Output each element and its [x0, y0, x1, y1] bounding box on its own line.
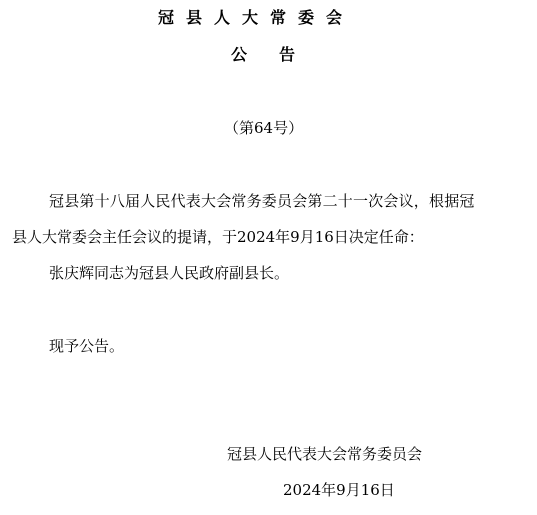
issuer-signature: 冠县人民代表大会常务委员会	[227, 445, 423, 463]
appointment-paragraph: 张庆辉同志为冠县人民政府副县长。	[49, 264, 290, 282]
issue-date: 2024年9月16日	[283, 481, 395, 499]
body-paragraph-line-2: 县人大常委会主任会议的提请，于2024年9月16日决定任命：	[12, 228, 424, 246]
org-title: 冠县人大常委会	[158, 8, 355, 27]
notice-title: 公告	[231, 45, 328, 64]
body-paragraph-line-1: 冠县第十八届人民代表大会常务委员会第二十一次会议，根据冠	[49, 192, 475, 210]
document-number: （第64号）	[224, 119, 304, 137]
closing-statement: 现予公告。	[49, 337, 125, 355]
